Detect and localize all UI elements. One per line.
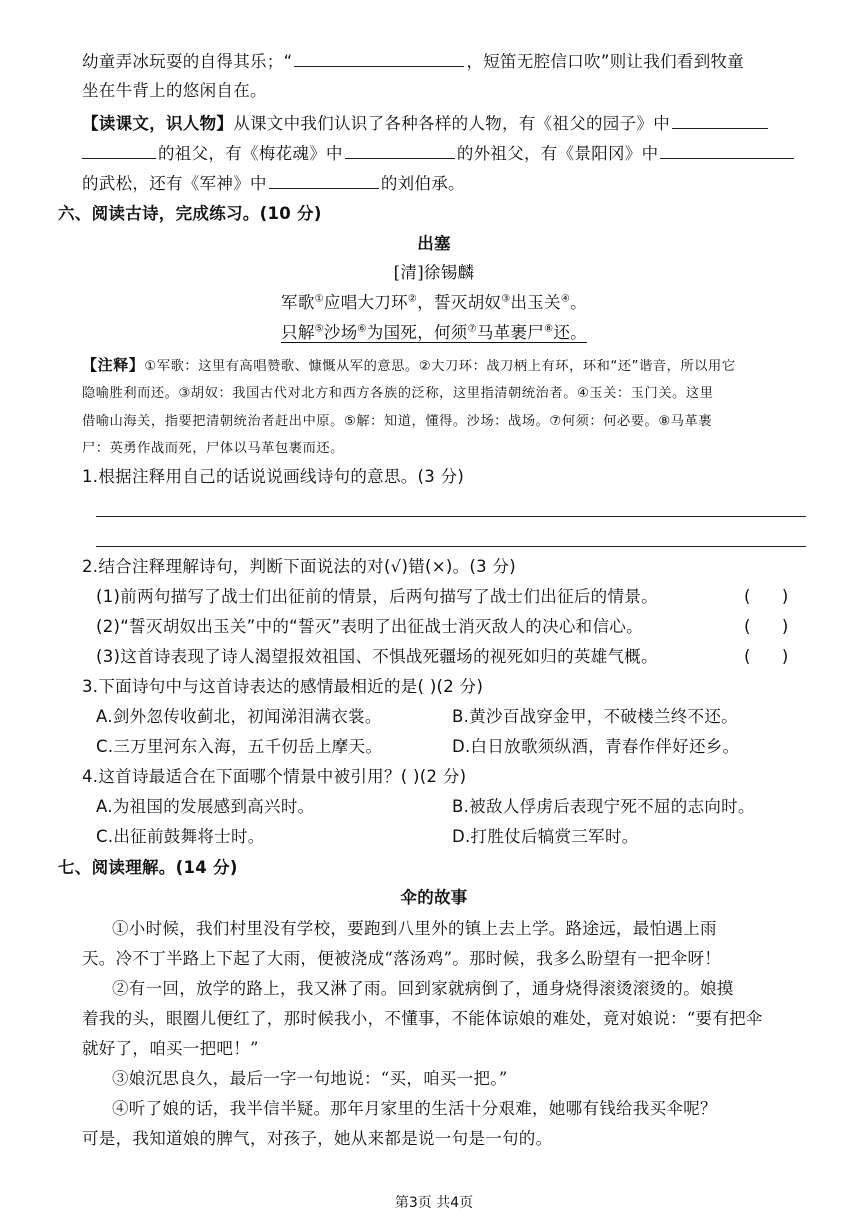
paragraph-4: ④听了娘的话，我半信半疑。那年月家里的生活十分艰难，她哪有钱给我买伞呢？ (112, 1099, 717, 1118)
question-4-option-c[interactable]: C.出征前鼓舞将士时。 (96, 827, 265, 846)
footnote-marker: ⑧ (544, 323, 554, 335)
question-1: 1.根据注释用自己的话说说画线诗句的意思。(3 分) (82, 467, 465, 486)
paragraph-3: ③娘沉思良久，最后一字一句地说：“买，咱买一把。” (112, 1069, 508, 1088)
text-segment: 的刘伯承。 (380, 174, 465, 193)
question-2: 2.结合注释理解诗句，判断下面说法的对(√)错(×)。(3 分) (82, 557, 517, 576)
footnote-marker: ⑤ (314, 323, 324, 335)
annotation-line-1 (82, 354, 736, 378)
poem-line-1 (0, 292, 868, 314)
poem-text: 沙场 (323, 323, 358, 342)
poem-text: 军歌 (281, 293, 315, 312)
text-segment: ，短笛无腔信口吹”则让我们看到牧童 (466, 52, 745, 71)
paragraph-2-cont: 就好了，咱买一把吧！” (82, 1039, 259, 1058)
annotation-text: ①军歌：这里有高唱赞歌、慷慨从军的意思。②大刀环：战刀柄上有环，环和“还”谐音，所以用它 (144, 359, 736, 374)
paragraph-1-cont: 天。冷不丁半路上下起了大雨，便被浇成“落汤鸡”。那时候，我多么盼望有一把伞呀！ (82, 949, 722, 968)
text-segment: 的祖父，有《梅花魂》中 (158, 144, 343, 163)
footnote-marker: ④ (560, 293, 571, 305)
poem-text: 马革裹尸 (476, 323, 545, 342)
question-2-item-1: (1)前两句描写了战士们出征前的情景，后两句描写了战士们出征后的情景。 (96, 587, 658, 606)
paragraph-1: ①小时候，我们村里没有学校，要跑到八里外的镇上去上学。路途远，最怕遇上雨 (112, 919, 717, 938)
story-title: 伞的故事 (400, 888, 468, 907)
footnote-marker: ② (407, 293, 418, 305)
poem-text: ，誓灭胡奴 (417, 293, 502, 312)
question-3-option-d[interactable]: D.白日放歌须纵酒，青春作伴好还乡。 (452, 737, 740, 756)
annotation-line-4: 尸：英勇作战而死，尸体以马革包裹而还。 (82, 441, 344, 456)
paragraph-4-cont: 可是，我知道娘的脾气，对孩子，她从来都是说一句是一句的。 (82, 1129, 553, 1148)
poem-text: 。 (570, 293, 587, 312)
poem-line-2-underlined (0, 322, 868, 344)
section-label: 【读课文，识人物】 (82, 114, 234, 133)
text-line-1 (82, 50, 744, 73)
answer-blank[interactable] (345, 142, 455, 159)
text-line-2: 坐在牛背上的悠闲自在。 (82, 81, 267, 100)
footnote-marker: ⑦ (467, 323, 477, 335)
text-segment: 幼童弄冰玩耍的自得其乐；“ (82, 52, 293, 71)
question-2-item-3: (3)这首诗表现了诗人渴望报效祖国、不惧战死疆场的视死如归的英雄气概。 (96, 647, 658, 666)
underlined-verse (281, 323, 587, 342)
page-number: 第3页 共4页 (394, 1195, 474, 1211)
poem-title: 出塞 (417, 234, 451, 253)
text-segment: 的武松，还有《军神》中 (82, 174, 267, 193)
question-3: 3.下面诗句中与这首诗表达的感情最相近的是( )(2 分) (82, 677, 484, 696)
answer-blank[interactable] (82, 142, 156, 159)
answer-line[interactable] (96, 546, 806, 547)
poem-text: 应唱大刀环 (323, 293, 408, 312)
question-4-option-a[interactable]: A.为祖国的发展感到高兴时。 (96, 797, 315, 816)
question-4-option-d[interactable]: D.打胜仗后犒赏三军时。 (452, 827, 639, 846)
footnote-marker: ③ (501, 293, 511, 305)
answer-blank[interactable] (269, 172, 379, 189)
footnote-marker: ⑥ (357, 323, 367, 335)
question-3-option-c[interactable]: C.三万里河东入海，五千仞岳上摩天。 (96, 737, 383, 756)
question-2-item-2: (2)“誓灭胡奴出玉关”中的“誓灭”表明了出征战士消灭敌人的决心和信心。 (96, 617, 643, 636)
question-3-option-b[interactable]: B.黄沙百战穿金甲，不破楼兰终不还。 (452, 707, 738, 726)
question-3-option-a[interactable]: A.剑外忽传收蓟北，初闻涕泪满衣裳。 (96, 707, 382, 726)
answer-paren[interactable]: ( ) (744, 617, 789, 636)
section-6-heading: 六、阅读古诗，完成练习。(10 分) (58, 204, 322, 223)
poem-author: [清]徐锡麟 (393, 263, 475, 282)
text-line-4 (82, 142, 796, 165)
annotation-line-3: 借喻山海关，指要把清朝统治者赶出中原。⑤解：知道，懂得。沙场：战场。⑦何须：何必要。⑧马革裹 (82, 414, 713, 429)
footnote-marker: ① (314, 293, 324, 305)
answer-paren[interactable]: ( ) (744, 647, 789, 666)
question-4: 4.这首诗最适合在下面哪个情景中被引用？( )(2 分) (82, 767, 467, 786)
paragraph-2-cont: 着我的头，眼圈儿便红了，那时候我小，不懂事，不能体谅娘的难处，竟对娘说：“要有把伞 (82, 1009, 763, 1028)
answer-line[interactable] (96, 516, 806, 517)
text-line-5 (82, 172, 465, 195)
poem-text: 只解 (281, 323, 315, 342)
annotation-label: 【注释】 (82, 356, 145, 374)
paragraph-2: ②有一回，放学的路上，我又淋了雨。回到家就病倒了，通身烧得滚烫滚烫的。娘摸 (112, 979, 734, 998)
poem-text: 出玉关 (510, 293, 561, 312)
answer-blank[interactable] (294, 50, 464, 67)
text-segment: 从课文中我们认识了各种各样的人物，有《祖父的园子》中 (233, 114, 671, 133)
section-7-heading: 七、阅读理解。(14 分) (58, 858, 238, 877)
poem-text: 还。 (553, 323, 587, 342)
answer-paren[interactable]: ( ) (744, 587, 789, 606)
annotation-line-2: 隐喻胜利而还。③胡奴：我国古代对北方和西方各族的泛称，这里指清朝统治者。④玉关：玉门关。这里 (82, 386, 714, 401)
poem-text: 为国死，何须 (366, 323, 468, 342)
answer-blank[interactable] (660, 142, 794, 159)
text-line-3 (82, 112, 770, 135)
text-segment: 的外祖父，有《景阳冈》中 (456, 144, 659, 163)
question-4-option-b[interactable]: B.被敌人俘虏后表现宁死不屈的志向时。 (452, 797, 755, 816)
answer-blank[interactable] (672, 112, 768, 129)
